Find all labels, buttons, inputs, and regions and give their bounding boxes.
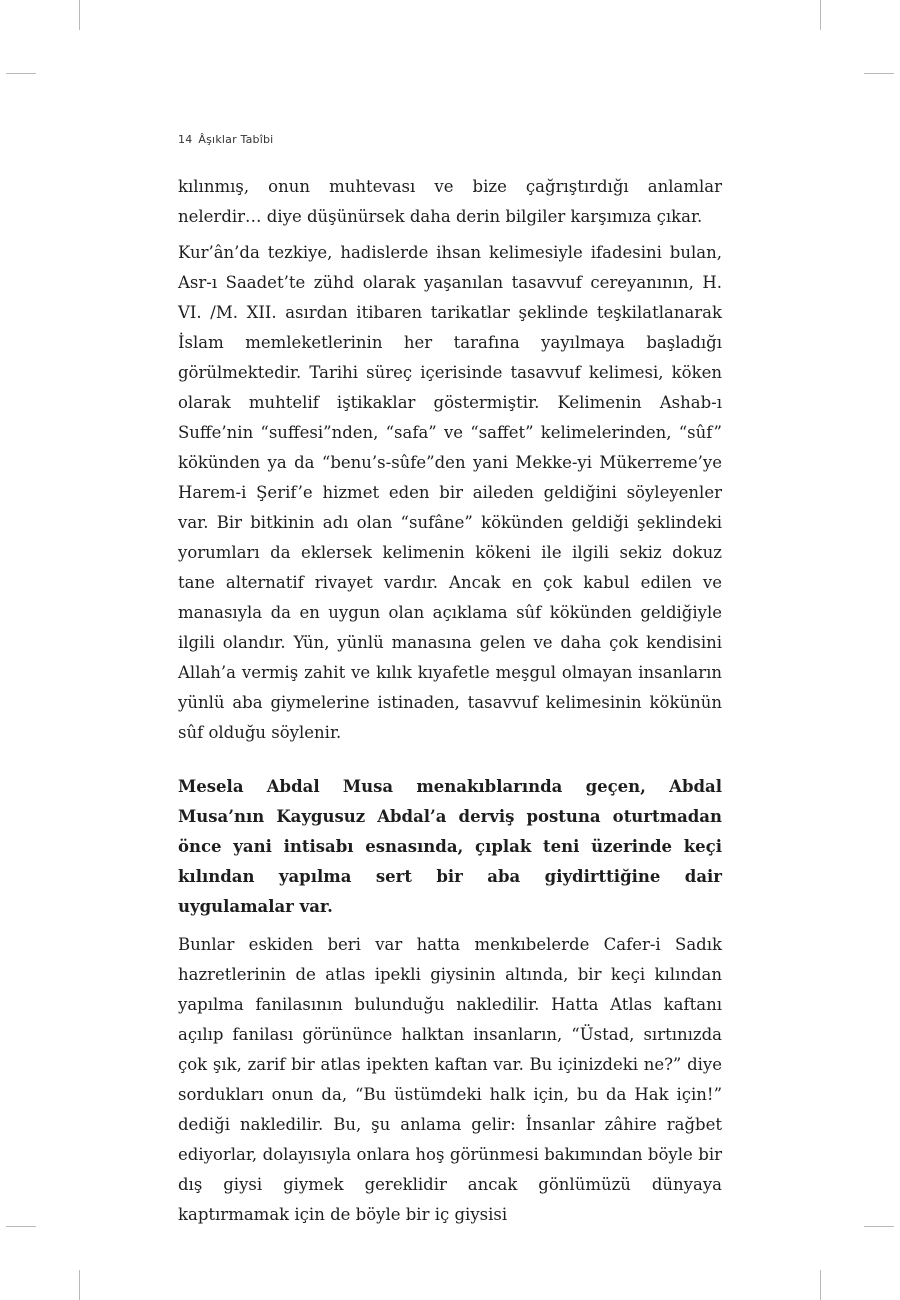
crop-mark-left-bottom xyxy=(6,1226,36,1227)
interview-question: Mesela Abdal Musa menakıblarında geçen, Abdal Musa’nın Kaygusuz Abdal’a derviş postuna oturtmadan önce yani intisabı esnasında, çıplak teni üzerinde keçi kılından yapılma sert bir aba giydirttiğine dair uygulamalar var. xyxy=(178,777,722,916)
crop-mark-right-bottom xyxy=(864,1226,894,1227)
crop-mark-top-right xyxy=(820,0,821,30)
crop-mark-left-top xyxy=(6,73,36,74)
body-text xyxy=(178,172,722,1230)
crop-mark-bottom-left xyxy=(79,1270,80,1300)
running-header xyxy=(178,133,273,146)
crop-mark-right-top xyxy=(864,73,894,74)
paragraph: Bunlar eskiden beri var hatta menkıbelerde Cafer-i Sadık hazretlerinin de atlas ipekli giysinin altında, bir keçi kılından yapılma fanilasının bulunduğu nakledilir. Hatta Atlas kaftanı açılıp fanilası görününce halktan insanların, “Üstad, sırtınızda çok şık, zarif bir atlas ipekten kaftan var. Bu içinizdeki ne?” diye sordukları onun da, “Bu üstümdeki halk için, bu da Hak için!” dediği nakledilir. Bu, şu anlama gelir: İnsanlar zâhire rağbet ediyorlar, dolayısıyla onlara hoş görünmesi bakımından böyle bir dış giysi giymek gereklidir ancak gönlümüzü dünyaya kaptırmamak için de böyle bir iç giysisi xyxy=(178,935,722,1224)
running-title: Âşıklar Tabîbi xyxy=(198,133,274,146)
crop-mark-bottom-right xyxy=(820,1270,821,1300)
crop-mark-top-left xyxy=(79,0,80,30)
paragraph: kılınmış, onun muhtevası ve bize çağrıştırdığı anlamlar nelerdir… diye düşünürsek daha derin bilgiler karşımıza çıkar. xyxy=(178,177,722,226)
paragraph: Kur’ân’da tezkiye, hadislerde ihsan kelimesiyle ifadesini bulan, Asr-ı Saadet’te zühd olarak yaşanılan tasavvuf cereyanının, H. VI. /M. XII. asırdan itibaren tarikatlar şeklinde teşkilatlanarak İslam memleketlerinin her tarafına yayılmaya başladığı görülmektedir. Tarihi süreç içerisinde tasavvuf kelimesi, köken olarak muhtelif iştikaklar göstermiştir. Kelimenin Ashab-ı Suffe’nin “suffesi”nden, “safa” ve “saffet” kelimelerinden, “sûf” kökünden ya da “benu’s-sûfe”den yani Mekke-yi Mükerreme’ye Harem-i Şerif’e hizmet eden bir aileden geldiğini söyleyenler var. Bir bitkinin adı olan “sufâne” kökünden geldiği şeklindeki yorumları da eklersek kelimenin kökeni ile ilgili sekiz dokuz tane alternatif rivayet vardır. Ancak en çok kabul edilen ve manasıyla da en uygun olan açıklama sûf kökünden geldiğiyle ilgili olandır. Yün, yünlü manasına gelen ve daha çok kendisini Allah’a vermiş zahit ve kılık kıyafetle meşgul olmayan insanların yünlü aba giymelerine istinaden, tasavvuf kelimesinin kökünün sûf olduğu söylenir. xyxy=(178,243,722,742)
page-number: 14 xyxy=(178,133,193,146)
